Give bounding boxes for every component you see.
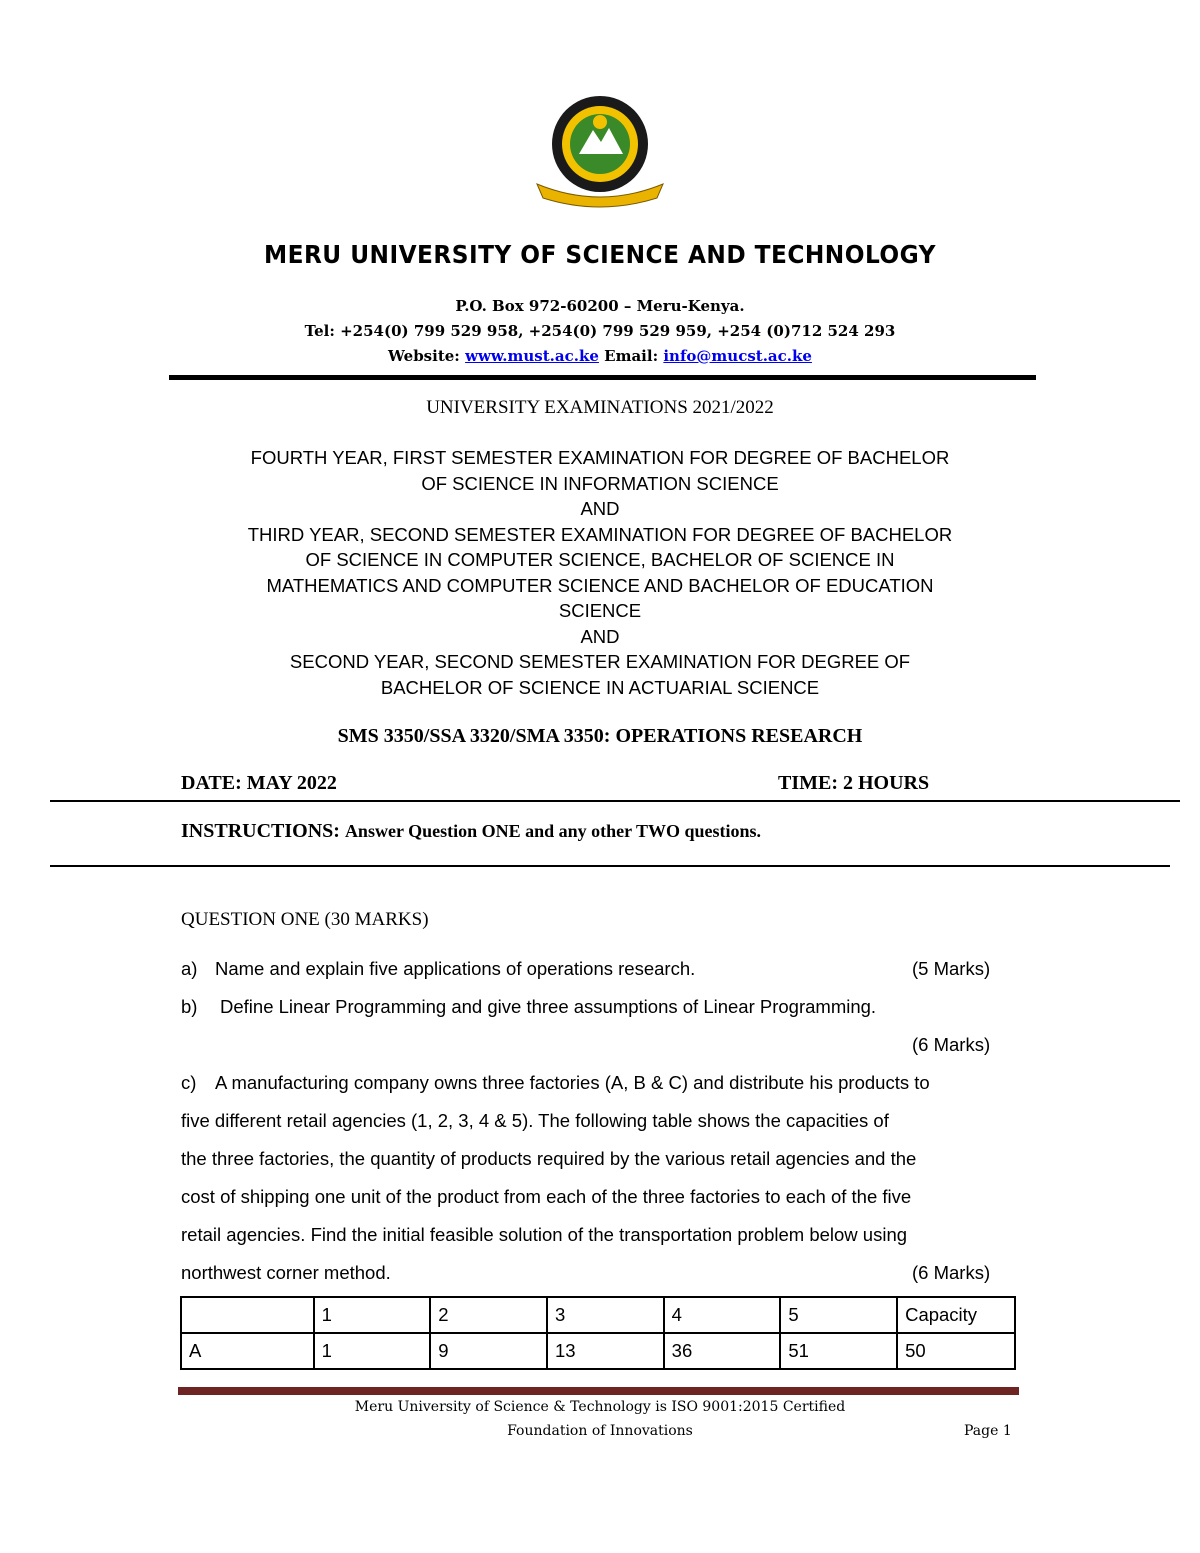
footer-motto: Foundation of Innovations <box>507 1423 693 1439</box>
programme-line: OF SCIENCE IN INFORMATION SCIENCE <box>421 472 779 494</box>
table-cell: 4 <box>664 1297 781 1333</box>
table-cell: 51 <box>780 1333 897 1369</box>
question-b-text: Define Linear Programming and give three assumptions of Linear Programming. <box>220 996 877 1017</box>
table-cell: 5 <box>780 1297 897 1333</box>
email-label: Email: <box>604 347 659 365</box>
question-a-label: a) <box>181 958 198 979</box>
question-b-marks: (6 Marks) <box>912 1034 991 1055</box>
programme-line: SECOND YEAR, SECOND SEMESTER EXAMINATION FOR DEGREE OF <box>289 651 911 672</box>
question-c-line: A manufacturing company owns three factories (A, B & C) and distribute his products to <box>215 1072 930 1093</box>
programme-line: AND <box>580 625 620 647</box>
course-title: SMS 3350/SSA 3320/SMA 3350: OPERATIONS RESEARCH <box>337 725 863 747</box>
table-header-row <box>181 1297 1015 1333</box>
table-cell: A <box>181 1333 314 1369</box>
question-c-label: c) <box>181 1072 197 1093</box>
university-logo <box>527 92 673 208</box>
question-c-line: five different retail agencies (1, 2, 3, 4 & 5). The following table shows the capacities of <box>181 1110 889 1131</box>
question-a-text: Name and explain five applications of operations research. <box>215 958 696 979</box>
table-cell: 13 <box>547 1333 664 1369</box>
programme-line: OF SCIENCE IN COMPUTER SCIENCE, BACHELOR OF SCIENCE IN <box>305 549 895 570</box>
programme-line: AND <box>580 498 620 519</box>
footer-certified: Meru University of Science & Technology is ISO 9001:2015 Certified <box>354 1399 846 1415</box>
website-label: Website: <box>388 347 460 365</box>
programme-line: SCIENCE <box>558 600 642 621</box>
programme-line: BACHELOR OF SCIENCE IN ACTUARIAL SCIENCE <box>380 676 820 698</box>
table-cell <box>181 1297 314 1333</box>
address: P.O. Box 972-60200 – Meru-Kenya. <box>455 297 745 315</box>
question-c-line: cost of shipping one unit of the product from each of the three factories to each of the five <box>181 1186 912 1207</box>
instructions-text: Answer Question ONE and any other TWO questions. <box>344 821 762 841</box>
contact-web-email <box>0 347 1200 365</box>
instructions-label: INSTRUCTIONS: <box>181 820 340 842</box>
question-b-label: b) <box>181 996 198 1017</box>
exam-date: DATE: MAY 2022 <box>181 772 337 794</box>
question-a-marks: (5 Marks) <box>912 958 991 979</box>
table-cell: 3 <box>547 1297 664 1333</box>
university-name: MERU UNIVERSITY OF SCIENCE AND TECHNOLOGY <box>263 240 936 269</box>
table-cell: 50 <box>897 1333 1015 1369</box>
instructions <box>181 820 761 843</box>
table-cell: Capacity <box>897 1297 1015 1333</box>
table-cell: 2 <box>430 1297 547 1333</box>
exam-title: UNIVERSITY EXAMINATIONS 2021/2022 <box>426 397 774 418</box>
email-link[interactable]: info@mucst.ac.ke <box>663 347 812 365</box>
table-cell: 36 <box>664 1333 781 1369</box>
table-cell: 9 <box>430 1333 547 1369</box>
header-rule <box>169 375 1036 380</box>
programme-line: FOURTH YEAR, FIRST SEMESTER EXAMINATION FOR DEGREE OF BACHELOR <box>250 447 950 468</box>
question-c-marks: (6 Marks) <box>912 1262 991 1283</box>
footer-bar <box>178 1387 1019 1395</box>
date-rule <box>50 800 1180 802</box>
website-link[interactable]: www.must.ac.ke <box>465 347 599 365</box>
table-cell: 1 <box>314 1297 431 1333</box>
question-c-line: retail agencies. Find the initial feasible solution of the transportation problem below using <box>181 1224 908 1245</box>
telephone: Tel: +254(0) 799 529 958, +254(0) 799 529 959, +254 (0)712 524 293 <box>304 322 896 340</box>
question-one-heading: QUESTION ONE (30 MARKS) <box>181 909 429 930</box>
exam-time: TIME: 2 HOURS <box>778 772 930 794</box>
instructions-rule <box>50 865 1170 867</box>
question-c-line: northwest corner method. <box>181 1262 391 1283</box>
page-number: Page 1 <box>964 1423 1012 1439</box>
question-c-line: the three factories, the quantity of products required by the various retail agencies and the <box>181 1148 917 1169</box>
transportation-table <box>180 1296 1016 1370</box>
programmes-block <box>0 445 1200 700</box>
programme-line: THIRD YEAR, SECOND SEMESTER EXAMINATION FOR DEGREE OF BACHELOR <box>247 523 953 545</box>
table-cell: 1 <box>314 1333 431 1369</box>
programme-line: MATHEMATICS AND COMPUTER SCIENCE AND BACHELOR OF EDUCATION <box>266 574 934 596</box>
table-row <box>181 1333 1015 1369</box>
